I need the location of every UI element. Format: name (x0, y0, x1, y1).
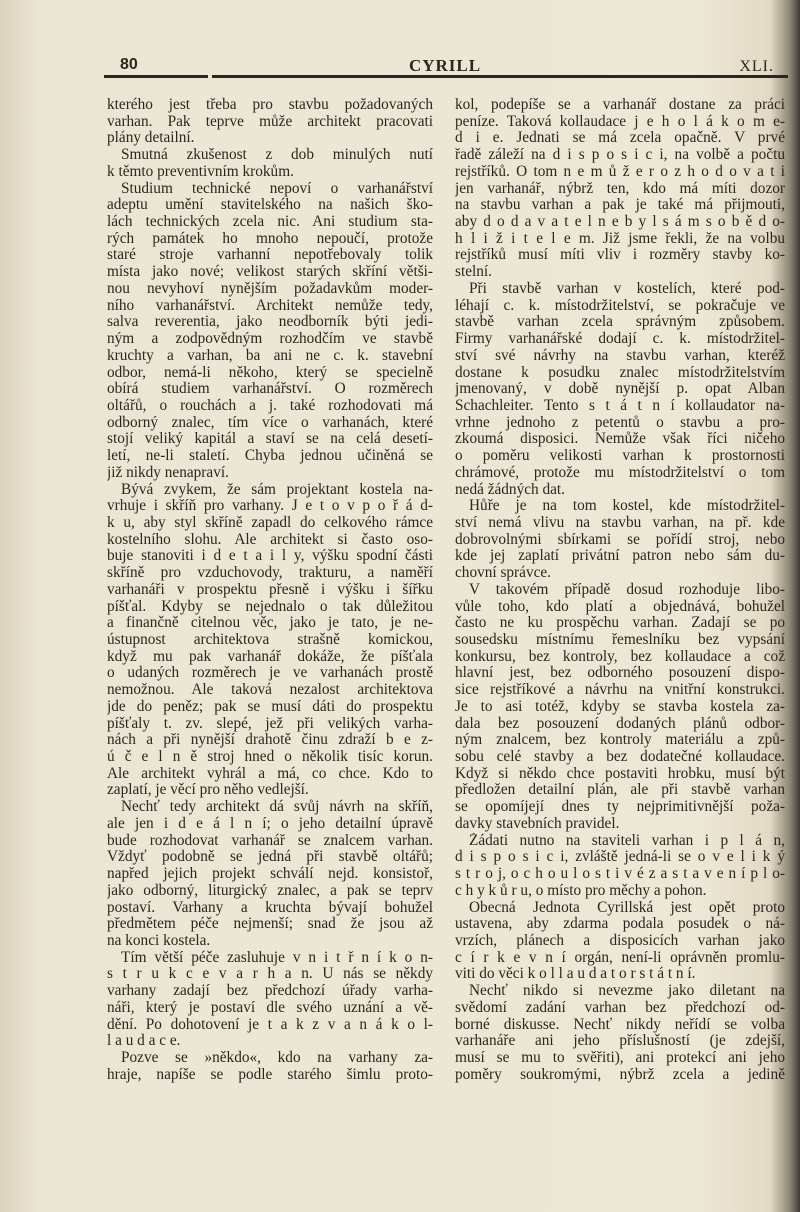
paragraph (455, 900, 785, 984)
text-line: musí se mu to svěřiti), ani protekcí ani jeho (455, 1049, 785, 1066)
text-line: d i s p o s i c i, zvláště jedná-li se o v e l i k ý (455, 849, 785, 866)
text-line: varhanáře ani jeho příslušností (je zdejší, (455, 1033, 785, 1050)
text-line: Tím větší péče zasluhuje v n i t ř n í k o n- (121, 949, 433, 966)
paragraph (107, 147, 433, 180)
text-line: předmětem péče nejmenší; snad že jsou až (107, 916, 433, 933)
text-line: se opomíjejí dnes ty nejprimitivnější poža- (455, 799, 785, 816)
text-line: stelní. (455, 264, 492, 281)
text-line: léhají c. k. místodržitelství, se pokračuje ve (455, 297, 785, 314)
text-line: jako odborný, liturgický znalec, a pak se teprv (107, 882, 433, 899)
text-line: Při stavbě varhan v kostelích, které pod- (469, 280, 785, 297)
text-line: plány detailní. (107, 130, 195, 147)
text-line: sice rejstříkové a návrhu na vnitřní konstrukci. (455, 682, 785, 699)
text-line: borné diskusse. Nechť nikdy neřídí se volba (455, 1016, 785, 1033)
text-line: Hůře je na tom kostel, kde místodržitel- (469, 498, 785, 515)
text-line: píšťaly t. zv. slepé, jež při velikých varha- (107, 715, 433, 732)
paragraph (107, 482, 433, 800)
text-line: Je to asi totéž, kdyby se stavba kostela za- (455, 698, 785, 715)
text-line: Když si někdo chce postaviti hrobku, musí být (455, 765, 785, 782)
paragraph (107, 799, 433, 949)
text-line: bude rozhodovat varhanář se znalcem varhan. (107, 832, 433, 849)
text-line: píšťal. Kdyby se nejednalo o tak důležitou (107, 598, 433, 615)
text-line: ale jen i d e á l n í; o jeho detailní úpravě (107, 815, 433, 832)
paragraph (107, 181, 433, 482)
text-line: varhanáři v prospektu přesně i výšku i šířku (107, 581, 433, 598)
text-line: zkoumá disposici. Nemůže však říci ničeho (455, 431, 785, 448)
page-number: 80 (120, 56, 138, 73)
text-line: často ne ku prospěchu varhan. Zadají se po (455, 615, 785, 632)
text-line: na stavbu varhan a pak je také má přijmouti, (455, 197, 785, 214)
text-line: jen varhanář, nýbrž ten, kdo má míti dozor (455, 180, 785, 197)
paragraph (455, 281, 785, 498)
text-line: rejstříků musí míti vliv i rozměry stavby ko- (455, 247, 785, 264)
text-line: ústupnost architektova strašně komickou, (107, 632, 433, 648)
text-line: ství nemá vlivu na stavbu varhan, na př. kde (455, 514, 785, 531)
paragraph (455, 833, 785, 900)
text-line: s t r u k c e v a r h a n. U nás se někdy (107, 966, 433, 983)
text-line: náři, který je postaví dle svého uznání a vě- (107, 999, 433, 1016)
text-line: hlavní jest, bez odborného posouzení dispo- (455, 665, 785, 682)
text-line: s t r o j, o c h o u l o s t i v é z a s t a v e n í p l o- (455, 866, 785, 883)
text-line: kruchty a varhan, ba ani ne c. k. stavební (107, 347, 433, 364)
text-line: varhany zadají bez předchozí úřady varha- (107, 983, 433, 1000)
text-line: předložen detailní plán, ale při stavbě varhan (455, 782, 785, 799)
text-line: kterého jest třeba pro stavbu požadovaných (107, 97, 433, 113)
paragraph (455, 498, 785, 582)
text-line: obírá studiem varhanářství. O rozměrech (107, 381, 433, 398)
header-rule (104, 75, 788, 78)
text-line: jmenovaný, v době nynější p. opat Alban (455, 381, 785, 398)
paragraph (455, 97, 785, 281)
text-line: Pozve se »někdo«, kdo na varhany za- (121, 1049, 433, 1066)
text-line: kol, podepíše se a varhanář dostane za práci (455, 97, 785, 113)
text-line: d i e. Jednati se má zcela opačně. V prvé (455, 130, 785, 147)
text-line: h l i ž i t e l e m. Již jsme řekli, že na volbu (455, 230, 785, 247)
left-column (107, 97, 433, 1083)
text-line: lách technických zcela nic. Ani studium sta- (107, 214, 433, 231)
text-line: Smutná zkušenost z dob minulých nutí (121, 147, 433, 164)
text-line: sousedsku místnímu řemeslníku bez vypsání (455, 632, 785, 648)
header-rule-gap (208, 74, 212, 79)
text-line: Nechť tedy architekt dá svůj návrh na skříň, (121, 799, 433, 816)
text-line: svědomí zadání varhan bez předchozí od- (455, 999, 785, 1016)
text-line: dobrovolnými sbírkami se pořídí stroj, nebo (455, 531, 785, 548)
text-line: kostelního slohu. Ale architekt si často oso- (107, 531, 433, 548)
paragraph (107, 1050, 433, 1083)
text-line: stojí veliký kapitál a staví se na celá desetí- (107, 431, 433, 448)
text-line: varhan. Pak teprve může architekt pracovati (107, 113, 433, 130)
text-line: c h y k ů r u, o místo pro měchy a pohon. (455, 882, 707, 899)
paragraph (455, 582, 785, 833)
text-line: konkursu, bez kontroly, bez kollaudace a což (455, 648, 785, 665)
text-line: davky stavebních pravidel. (455, 815, 620, 832)
text-line: o udaných rozměrech je ve varhanách prostě (107, 665, 433, 682)
text-line: Bývá zvykem, že sám projektant kostela na- (121, 481, 433, 498)
text-line: k u, aby styl skříně zapadl do celkového rámce (107, 514, 433, 531)
text-line: l a u d a c e. (107, 1033, 181, 1050)
text-line: stavbě varhan zcela správným způsobem. (455, 314, 785, 331)
text-line: dala bez posouzení dodaných plánů odbor- (455, 715, 785, 732)
text-line: Vždyť podobně se jedná při stavbě oltářů; (107, 849, 433, 866)
text-line: odborný znalec, tím více o varhanách, které (107, 414, 433, 431)
paragraph (455, 983, 785, 1083)
paragraph (107, 950, 433, 1050)
text-line: ú č e l n ě stroj hned o několik tisíc korun. (107, 749, 433, 766)
text-line: salva reverentia, jako neodborník býti jedi- (107, 314, 433, 331)
text-line: napřed jejich projekt schválí nejd. konsistoř, (107, 866, 433, 883)
text-line: adeptu umění stavitelského na našich ško- (107, 197, 433, 214)
text-line: letí, ne-li staletí. Chyba jednou učiněná se (107, 448, 433, 465)
text-line: Obecná Jednota Cyrillská jest opět proto (469, 899, 785, 916)
text-line: zaplatí, je věcí pro něho vedlejší. (107, 782, 309, 799)
text-line: ným znalcem, bez kontroly materiálu a způ- (455, 732, 785, 749)
text-line: jde do peněz; pak se musí dáti do prospektu (107, 698, 433, 715)
text-line: kde jej zaplatí privátní patron nebo sám du- (455, 548, 785, 565)
text-line: dostane k posudku znalec místodržitelstvím (455, 364, 785, 381)
volume-number: XLI. (739, 58, 774, 75)
text-line: řadě záleží na d i s p o s i c i, na volbě a počtu (455, 147, 785, 164)
text-line: Ale architekt vyhrál a má, co chce. Kdo to (107, 765, 433, 782)
text-line: aby d o d a v a t e l n e b y l s á m s o b ě d o- (455, 214, 785, 231)
text-line: vrhuje i skříň pro varhany. J e t o v p o ř á d- (107, 498, 433, 515)
text-line: rých památek ho mnoho nepoučí, protože (107, 230, 433, 247)
text-line: Studium technické nepoví o varhanářství (121, 180, 433, 197)
text-line: vrhne jednoho z petentů o stavbu a pro- (455, 414, 785, 431)
text-line: vrzích, plánech a disposicích varhan jako (455, 932, 785, 949)
text-line: o poměru velikosti varhan k prostornosti (455, 448, 785, 465)
journal-title: CYRILL (408, 56, 482, 75)
text-line: poměry soukromými, nýbrž zcela a jedině (455, 1066, 785, 1083)
text-line: k těmto preventivním krokům. (107, 163, 294, 180)
paragraph (107, 97, 433, 147)
text-line: když mu pak varhanář dokáže, že píšťala (107, 648, 433, 665)
text-line: chrámové, protože mu místodržitelství o tom (455, 464, 785, 481)
text-line: nedá žádných dat. (455, 481, 565, 498)
text-line: Nechť nikdo si nevezme jako diletant na (469, 983, 785, 1000)
text-line: peníze. Taková kollaudace j e h o l á k o m e- (455, 113, 785, 130)
text-line: Schachleiter. Tento s t á t n í kollaudator na- (455, 397, 785, 414)
text-line: ního varhanářství. Architekt nemůže tedy, (107, 297, 433, 314)
text-line: místa jako nové; velikost starých skříní větši- (107, 264, 433, 281)
right-column (455, 97, 785, 1083)
text-line: staré stroje varhanní nepotřebovaly tolik (107, 247, 433, 264)
text-line: V takovém případě dosud rozhoduje libo- (469, 581, 785, 598)
text-line: skříně pro vzduchovody, trakturu, a naměří (107, 565, 433, 582)
text-line: Žádati nutno na staviteli varhan i p l á n, (469, 832, 785, 849)
text-line: na konci kostela. (107, 932, 211, 949)
text-line: nou nevyhoví nynějším požadavkům moder- (107, 280, 433, 297)
text-line: buje stanoviti i d e t a i l y, výšku spodní části (107, 548, 433, 565)
text-line: ustavena, aby zdarma podala posudek o ná- (455, 916, 785, 933)
text-line: sobu celé stavby a bez dodatečné kollaudace. (455, 749, 785, 766)
text-line: nách a při nynější drahotě činu zdraží b e z- (107, 732, 433, 749)
text-line: rejstříků. O tom n e m ů ž e r o z h o d o v a t i (455, 163, 785, 180)
text-line: hraje, napíše se podle starého šimlu proto- (107, 1066, 433, 1083)
text-line: vůle toho, kdo platí a objednává, bohužel (455, 598, 785, 615)
text-line: nemožnou. Ale taková nezalost architektova (107, 682, 433, 699)
text-line: již nikdy nenapraví. (107, 464, 229, 481)
text-line: odbor, nemá-li někoho, který se specielně (107, 364, 433, 381)
text-line: ství své návrhy na stavbu varhan, kteréž (455, 347, 785, 364)
text-line: viti do věci k o l l a u d a t o r s t á t n í. (455, 966, 696, 983)
text-line: ným a zodpovědným rozhodčím ve stavbě (107, 331, 433, 348)
text-line: chovní správce. (455, 565, 551, 582)
text-line: c í r k e v n í orgán, není-li oprávněn promlu- (455, 949, 785, 966)
text-line: Firmy varhanářské dodají c. k. místodržitel- (455, 331, 785, 348)
text-line: dění. Po dohotovení je t a k z v a n á k o l- (107, 1016, 433, 1033)
text-line: postaví. Varhany a kruchta bývají bohužel (107, 899, 433, 916)
text-line: a finančně citelnou věc, jako je tato, je ne- (107, 615, 433, 632)
text-line: oltářů, o rouchách a j. také rozhodovati má (107, 397, 433, 414)
